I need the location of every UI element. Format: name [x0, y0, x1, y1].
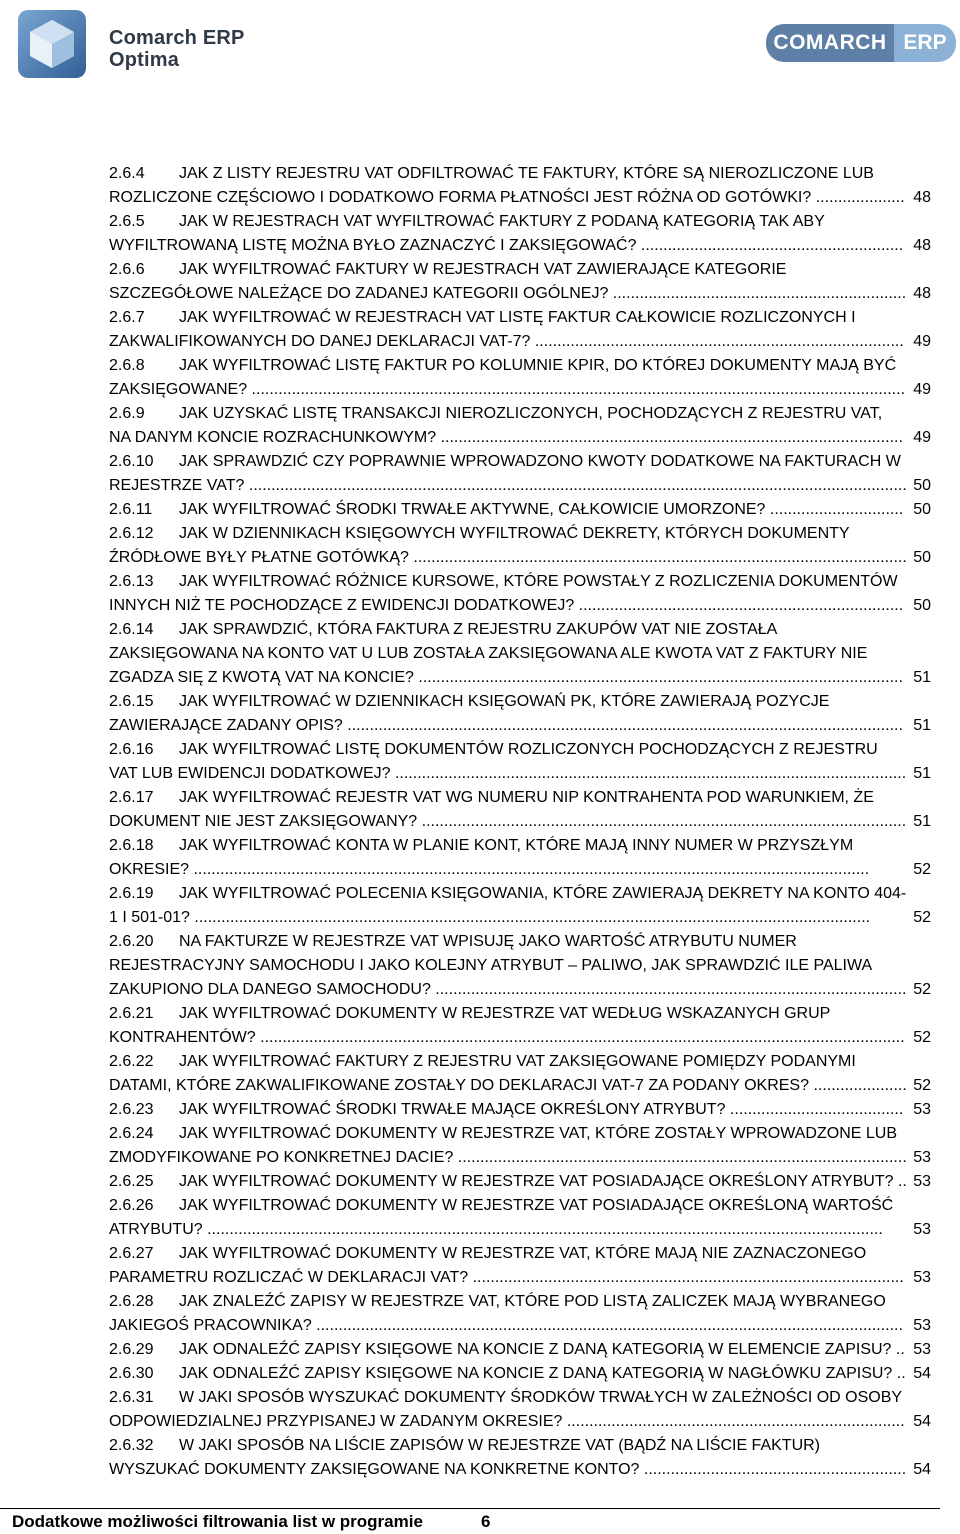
toc-entry-title: JAK WYFILTROWAĆ DOKUMENTY W REJESTRZE VAT, KTÓRE MAJĄ NIE ZAZNACZONEGO PARAMETRU ROZLICZAĆ W DEKLARACJI VAT?: [109, 1245, 867, 1286]
toc-entry-leader: ............................................................................: [562, 1413, 905, 1430]
logo-line-1: Comarch ERP: [109, 27, 245, 49]
toc-entry[interactable]: [109, 834, 931, 882]
toc-entry-leader: ...................................................................................................................: [390, 765, 907, 782]
comarch-erp-optima-logo: [16, 8, 256, 80]
toc-entry-number: 2.6.27: [109, 1245, 154, 1262]
toc-entry-leader: ...........................................................: [636, 237, 904, 254]
toc-entry-number: 2.6.12: [109, 525, 154, 542]
toc-entry[interactable]: [109, 570, 931, 618]
toc-entry-number: 2.6.7: [109, 309, 145, 326]
toc-entry[interactable]: [109, 402, 931, 450]
toc-entry-number: 2.6.21: [109, 1005, 154, 1022]
toc-entry-page: 49: [911, 378, 931, 402]
toc-entry-page: 48: [911, 282, 931, 306]
toc-entry-leader: ........................................................................................................................................................: [202, 1221, 883, 1238]
toc-entry-leader: .............................................................................................................................: [342, 717, 903, 734]
toc-entry-page: 51: [911, 762, 931, 786]
toc-entry-page: 52: [911, 858, 931, 882]
toc-entry[interactable]: [109, 1002, 931, 1050]
toc-entry-number: 2.6.9: [109, 405, 145, 422]
table-of-contents: [109, 162, 931, 1482]
toc-entry-page: 51: [911, 666, 931, 690]
toc-entry-page: 50: [911, 546, 931, 570]
toc-entry-leader: ........................................................................................................................................................: [189, 909, 871, 926]
toc-entry[interactable]: [109, 882, 931, 930]
toc-entry-title: JAK WYFILTROWAĆ FAKTURY Z REJESTRU VAT ZAKSIĘGOWANE POMIĘDZY PODANYMI DATAMI, KTÓRE ZAKWALIFIKOWANE ZOSTAŁY DO DEKLARACJI VAT-7 ZA PODANY OKRES?: [109, 1053, 856, 1094]
toc-entry-number: 2.6.8: [109, 357, 145, 374]
toc-entry-leader: ........................................................................................................: [436, 429, 903, 446]
toc-entry-leader: ..............................: [765, 501, 904, 518]
toc-entry-title: JAK WYFILTROWAĆ ŚRODKI TRWAŁE AKTYWNE, CAŁKOWICIE UMORZONE?: [179, 501, 766, 518]
toc-entry-number: 2.6.32: [109, 1437, 154, 1454]
toc-entry-page: 49: [911, 426, 931, 450]
toc-entry-title: JAK UZYSKAĆ LISTĘ TRANSAKCJI NIEROZLICZONYCH, POCHODZĄCYCH Z REJESTRU VAT, NA DANYM KONCIE ROZRACHUNKOWYM?: [109, 405, 883, 446]
toc-entry-number: 2.6.19: [109, 885, 154, 902]
toc-entry-page: 53: [911, 1170, 931, 1194]
toc-entry-leader: ...................................................................................: [530, 333, 904, 350]
toc-entry-title: JAK ZNALEŹĆ ZAPISY W REJESTRZE VAT, KTÓRE POD LISTĄ ZALICZEK MAJĄ WYBRANEGO JAKIEGOŚ PRACOWNIKA?: [109, 1293, 886, 1334]
toc-entry-page: 53: [911, 1218, 931, 1242]
toc-entry-number: 2.6.4: [109, 165, 145, 182]
toc-entry-number: 2.6.30: [109, 1365, 154, 1382]
toc-entry[interactable]: [109, 786, 931, 834]
toc-entry[interactable]: [109, 1290, 931, 1338]
toc-entry[interactable]: [109, 354, 931, 402]
toc-entry-number: 2.6.28: [109, 1293, 154, 1310]
toc-entry-page: 50: [911, 594, 931, 618]
toc-entry-title: JAK WYFILTROWAĆ POLECENIA KSIĘGOWANIA, KTÓRE ZAWIERAJĄ DEKRETY NA KONTO 404-1 I 501-01?: [109, 885, 907, 926]
toc-entry-leader: ....................................................................................................................................: [311, 1317, 903, 1334]
toc-entry-page: 52: [911, 1026, 931, 1050]
toc-entry-number: 2.6.29: [109, 1341, 154, 1358]
toc-entry-number: 2.6.23: [109, 1101, 154, 1118]
footer-page-number: 6: [481, 1512, 491, 1531]
toc-entry[interactable]: [109, 210, 931, 258]
logo-wordmark: [109, 27, 245, 71]
toc-entry-title: JAK Z LISTY REJESTRU VAT ODFILTROWAĆ TE FAKTURY, KTÓRE SĄ NIEROZLICZONE LUB ROZLICZONE CZĘŚCIOWO I DODATKOWO FORMA PŁATNOŚCI JEST RÓŻNA OD GOTÓWKI?: [109, 165, 874, 206]
toc-entry-number: 2.6.20: [109, 933, 154, 950]
toc-entry-leader: ..: [891, 1341, 905, 1358]
badge-comarch: COMARCH: [766, 24, 894, 62]
toc-entry[interactable]: [109, 498, 931, 522]
toc-entry-leader: ...............................................................................................................: [408, 549, 907, 566]
toc-entry-title: W JAKI SPOSÓB WYSZUKAĆ DOKUMENTY ŚRODKÓW TRWAŁYCH W ZALEŻNOŚCI OD OSOBY ODPOWIEDZIALNEJ PRZYPISANEJ W ZADANYM OKRESIE?: [109, 1389, 902, 1430]
toc-entry-leader: ..................................................................: [608, 285, 907, 302]
toc-entry-page: 54: [911, 1410, 931, 1434]
toc-entry-page: 50: [911, 498, 931, 522]
toc-entry-title: JAK WYFILTROWAĆ DOKUMENTY W REJESTRZE VAT, KTÓRE ZOSTAŁY WPROWADZONE LUB ZMODYFIKOWANE PO KONKRETNEJ DACIE?: [109, 1125, 897, 1166]
toc-entry-page: 53: [911, 1266, 931, 1290]
toc-entry[interactable]: [109, 738, 931, 786]
toc-entry-title: JAK WYFILTROWAĆ FAKTURY W REJESTRACH VAT ZAWIERAJĄCE KATEGORIE SZCZEGÓŁOWE NALEŻĄCE DO ZADANEJ KATEGORII OGÓLNEJ?: [109, 261, 787, 302]
toc-entry-number: 2.6.11: [109, 501, 153, 518]
toc-entry[interactable]: [109, 690, 931, 738]
toc-entry-title: JAK WYFILTROWAĆ LISTĘ FAKTUR PO KOLUMNIE KPIR, DO KTÓREJ DOKUMENTY MAJĄ BYĆ ZAKSIĘGOWANE?: [109, 357, 897, 398]
toc-entry-number: 2.6.26: [109, 1197, 154, 1214]
toc-entry-page: 51: [911, 714, 931, 738]
toc-entry-title: JAK WYFILTROWAĆ ŚRODKI TRWAŁE MAJĄCE OKREŚLONY ATRYBUT?: [179, 1101, 726, 1118]
toc-entry-title: JAK WYFILTROWAĆ W DZIENNIKACH KSIĘGOWAŃ PK, KTÓRE ZAWIERAJĄ POZYCJE ZAWIERAJĄCE ZADANY OPIS?: [109, 693, 830, 734]
toc-entry[interactable]: [109, 1242, 931, 1290]
toc-entry-number: 2.6.15: [109, 693, 154, 710]
toc-entry[interactable]: [109, 1098, 931, 1122]
toc-entry-title: JAK WYFILTROWAĆ LISTĘ DOKUMENTÓW ROZLICZONYCH POCHODZĄCYCH Z REJESTRU VAT LUB EWIDENCJI DODATKOWEJ?: [109, 741, 878, 782]
toc-entry-leader: .............................................................................................................: [417, 813, 907, 830]
toc-entry[interactable]: [109, 258, 931, 306]
toc-entry-number: 2.6.17: [109, 789, 154, 806]
toc-entry-title: JAK WYFILTROWAĆ DOKUMENTY W REJESTRZE VAT WEDŁUG WSKAZANYCH GRUP KONTRAHENTÓW?: [109, 1005, 831, 1046]
toc-entry-title: JAK W DZIENNIKACH KSIĘGOWYCH WYFILTROWAĆ DEKRETY, KTÓRYCH DOKUMENTY ŹRÓDŁOWE BYŁY PŁATNE GOTÓWKĄ?: [109, 525, 850, 566]
toc-entry[interactable]: [109, 1386, 931, 1434]
badge-erp: ERP: [894, 24, 956, 62]
toc-entry-number: 2.6.25: [109, 1173, 154, 1190]
toc-entry-number: 2.6.10: [109, 453, 154, 470]
toc-entry-leader: .................................................................................................................................................: [255, 1029, 905, 1046]
toc-entry-number: 2.6.16: [109, 741, 154, 758]
toc-entry[interactable]: [109, 1338, 931, 1362]
toc-entry[interactable]: [109, 306, 931, 354]
toc-entry-page: 48: [911, 186, 931, 210]
toc-entry[interactable]: [109, 1170, 931, 1194]
toc-entry-leader: .....................: [809, 1077, 907, 1094]
toc-entry[interactable]: [109, 618, 931, 690]
toc-entry-page: 50: [911, 474, 931, 498]
toc-entry-title: JAK W REJESTRACH VAT WYFILTROWAĆ FAKTURY Z PODANĄ KATEGORIĄ TAK ABY WYFILTROWANĄ LISTĘ MOŻNA BYŁO ZAZNACZYĆ I ZAKSIĘGOWAĆ?: [109, 213, 825, 254]
toc-entry-title: JAK WYFILTROWAĆ RÓŻNICE KURSOWE, KTÓRE POWSTAŁY Z ROZLICZENIA DOKUMENTÓW INNYCH NIŻ TE POCHODZĄCE Z EWIDENCJI DODATKOWEJ?: [109, 573, 898, 614]
toc-entry[interactable]: [109, 1434, 931, 1482]
toc-entry-page: 48: [911, 234, 931, 258]
toc-entry-number: 2.6.18: [109, 837, 154, 854]
toc-entry-title: JAK ODNALEŹĆ ZAPISY KSIĘGOWE NA KONCIE Z DANĄ KATEGORIĄ W NAGŁÓWKU ZAPISU?: [179, 1365, 893, 1382]
toc-entry-number: 2.6.5: [109, 213, 145, 230]
toc-entry-leader: .............................................................................................................: [413, 669, 903, 686]
toc-entry-number: 2.6.24: [109, 1125, 154, 1142]
toc-entry[interactable]: [109, 1050, 931, 1098]
toc-entry-page: 54: [911, 1362, 931, 1386]
toc-entry-leader: .....................................................................................................: [453, 1149, 907, 1166]
toc-entry[interactable]: [109, 1194, 931, 1242]
comarch-erp-badge: [766, 24, 956, 64]
footer-divider: [0, 1508, 940, 1509]
toc-entry[interactable]: [109, 1362, 931, 1386]
toc-entry-title: W JAKI SPOSÓB NA LIŚCIE ZAPISÓW W REJESTRZE VAT (BĄDŹ NA LIŚCIE FAKTUR) WYSZUKAĆ DOKUMENTY ZAKSIĘGOWANE NA KONKRETNE KONTO?: [109, 1437, 820, 1478]
toc-entry-leader: .........................................................................: [574, 597, 904, 614]
toc-entry-page: 52: [911, 978, 931, 1002]
toc-entry-number: 2.6.22: [109, 1053, 154, 1070]
toc-entry-page: 52: [911, 906, 931, 930]
toc-entry-page: 53: [911, 1146, 931, 1170]
toc-entry-title: JAK SPRAWDZIĆ, KTÓRA FAKTURA Z REJESTRU ZAKUPÓW VAT NIE ZOSTAŁA ZAKSIĘGOWANA NA KONTO VAT U LUB ZOSTAŁA ZAKSIĘGOWANA ALE KWOTA VAT Z FAKTURY NIE ZGADZA SIĘ Z KWOTĄ VAT NA KONCIE?: [109, 621, 868, 686]
toc-entry-title: JAK ODNALEŹĆ ZAPISY KSIĘGOWE NA KONCIE Z DANĄ KATEGORIĄ W ELEMENCIE ZAPISU?: [179, 1341, 892, 1358]
toc-entry-leader: ...........................................................: [639, 1461, 907, 1478]
toc-entry-title: JAK SPRAWDZIĆ CZY POPRAWNIE WPROWADZONO KWOTY DODATKOWE NA FAKTURACH W REJESTRZE VAT?: [109, 453, 901, 494]
toc-entry-leader: ..: [893, 1173, 907, 1190]
toc-entry-number: 2.6.14: [109, 621, 154, 638]
toc-entry-leader: ...................................................................................................................................................: [247, 381, 906, 398]
toc-entry-title: JAK WYFILTROWAĆ DOKUMENTY W REJESTRZE VAT POSIADAJĄCE OKREŚLONY ATRYBUT?: [179, 1173, 894, 1190]
toc-entry-title: JAK WYFILTROWAĆ REJESTR VAT WG NUMERU NIP KONTRAHENTA POD WARUNKIEM, ŻE DOKUMENT NIE JEST ZAKSIĘGOWANY?: [109, 789, 874, 830]
toc-entry-leader: .................................................................................................: [468, 1269, 904, 1286]
toc-entry-leader: .......................................: [725, 1101, 904, 1118]
toc-entry-page: 52: [911, 1074, 931, 1098]
logo-line-2: Optima: [109, 49, 180, 71]
toc-entry-title: JAK WYFILTROWAĆ DOKUMENTY W REJESTRZE VAT POSIADAJĄCE OKREŚLONĄ WARTOŚĆ ATRYBUTU?: [109, 1197, 894, 1238]
toc-entry-title: JAK WYFILTROWAĆ KONTA W PLANIE KONT, KTÓRE MAJĄ INNY NUMER W PRZYSZŁYM OKRESIE?: [109, 837, 854, 878]
toc-entry-page: 51: [911, 810, 931, 834]
toc-entry-leader: ..: [892, 1365, 906, 1382]
toc-entry-leader: ....................: [811, 189, 905, 206]
toc-entry[interactable]: [109, 162, 931, 210]
toc-entry-page: 53: [911, 1338, 931, 1362]
toc-entry-title: JAK WYFILTROWAĆ W REJESTRACH VAT LISTĘ FAKTUR CAŁKOWICIE ROZLICZONYCH I ZAKWALIFIKOWANYCH DO DANEJ DEKLARACJI VAT-7?: [109, 309, 856, 350]
toc-entry-leader: ..........................................................................................................: [430, 981, 907, 998]
toc-entry-page: 49: [911, 330, 931, 354]
toc-entry-leader: ....................................................................................................................................................: [244, 477, 907, 494]
toc-entry-leader: ........................................................................................................................................................: [189, 861, 870, 878]
cube-logo-icon: [16, 8, 88, 80]
toc-entry-number: 2.6.13: [109, 573, 154, 590]
toc-entry-title: NA FAKTURZE W REJESTRZE VAT WPISUJĘ JAKO WARTOŚĆ ATRYBUTU NUMER REJESTRACYJNY SAMOCHODU I JAKO KOLEJNY ATRYBUT – PALIWO, JAK SPRAWDZIĆ ILE PALIWA ZAKUPIONO DLA DANEGO SAMOCHODU?: [109, 933, 872, 998]
toc-entry-page: 53: [911, 1314, 931, 1338]
toc-entry[interactable]: [109, 450, 931, 498]
footer-title: Dodatkowe możliwości filtrowania list w programie: [12, 1512, 423, 1531]
toc-entry-page: 53: [911, 1098, 931, 1122]
toc-entry-number: 2.6.31: [109, 1389, 154, 1406]
toc-entry[interactable]: [109, 522, 931, 570]
toc-entry-page: 54: [911, 1458, 931, 1482]
toc-entry[interactable]: [109, 1122, 931, 1170]
toc-entry[interactable]: [109, 930, 931, 1002]
toc-entry-number: 2.6.6: [109, 261, 145, 278]
